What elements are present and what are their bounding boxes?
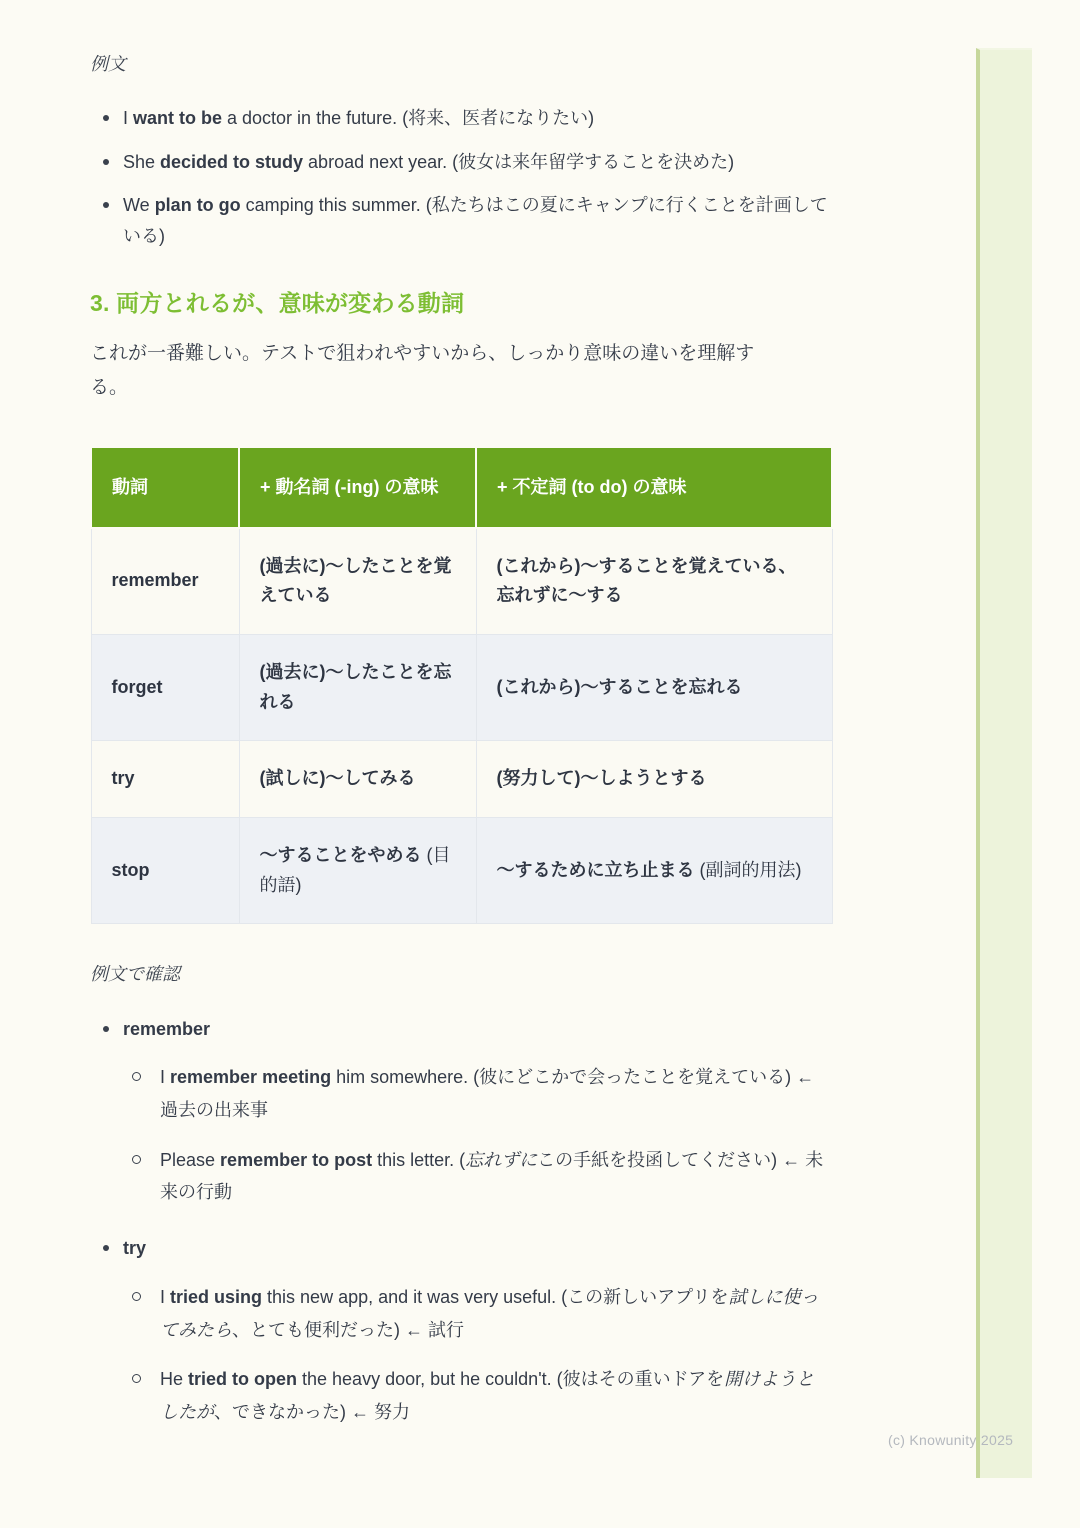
text: this letter. (: [372, 1149, 466, 1170]
column-header-verb: 動詞: [91, 447, 239, 528]
bold-text: (過去に)〜したことを忘れる: [259, 661, 452, 712]
verb-cell: stop: [91, 818, 239, 924]
text: I: [160, 1067, 171, 1088]
italic-text: 開けようとしたが: [160, 1369, 815, 1422]
examples-list: [90, 103, 832, 251]
check-example-item: [123, 1281, 832, 1347]
infinitive-meaning-cell: [476, 741, 832, 818]
table-row: [91, 741, 832, 818]
infinitive-meaning-cell: [476, 818, 832, 924]
table-row: [91, 818, 832, 924]
verb-cell: remember: [91, 528, 239, 635]
bold-text: remember meeting: [170, 1067, 332, 1088]
column-header-gerund: + 動名詞 (-ing) の意味: [239, 447, 476, 528]
text: (目的語): [259, 845, 451, 895]
page-edge-bar: [976, 48, 1032, 1478]
section-heading: 3. 両方とれるが、意味が変わる動詞: [90, 289, 465, 316]
infinitive-meaning-cell: [476, 634, 832, 740]
text: We: [123, 195, 155, 216]
italic-text: 試しに使ってみたら: [160, 1286, 819, 1340]
text: abroad next year. (彼女は来年留学することを決めた): [303, 151, 735, 172]
bold-text: 〜することをやめる: [259, 845, 427, 865]
copyright: (c) Knowunity 2025: [888, 1432, 1014, 1448]
verb-meaning-table: [90, 446, 833, 925]
example-item: [90, 190, 832, 251]
gerund-meaning-cell: [239, 741, 476, 818]
check-group-verb: remember: [123, 1018, 211, 1039]
check-heading: 例文で確認: [90, 964, 180, 985]
bold-text: (これから)〜することを覚えている、忘れずに〜する: [496, 555, 797, 606]
text: Please: [160, 1149, 221, 1170]
text: この手紙を投函してください) ← 未来の行動: [160, 1149, 824, 1203]
text: the heavy door, but he couldn't. (彼はその重いドアを: [297, 1369, 725, 1390]
check-example-item: [123, 1363, 832, 1429]
text: a doctor in the future. (将来、医者になりたい): [222, 108, 595, 129]
gerund-meaning-cell: [239, 818, 476, 924]
text: (副詞的用法): [699, 859, 802, 880]
table-row: [91, 634, 832, 740]
check-examples-list: [90, 1014, 832, 1429]
bold-text: tried to open: [188, 1369, 298, 1390]
verb-cell: forget: [91, 634, 239, 740]
example-item: [90, 103, 832, 134]
text: He: [160, 1369, 189, 1390]
check-group-verb: try: [123, 1238, 147, 1259]
bold-text: plan to go: [154, 195, 241, 216]
bold-text: (努力して)〜しようとする: [496, 768, 707, 789]
bold-text: (試しに)〜してみる: [259, 768, 416, 789]
gerund-meaning-cell: [239, 528, 476, 635]
column-header-infinitive: + 不定詞 (to do) の意味: [476, 447, 832, 528]
text: him somewhere. (彼にどこかで会ったことを覚えている) ← 過去の出来事: [160, 1067, 815, 1120]
text: camping this summer. (私たちはこの夏にキャンプに行くことを計画している): [123, 195, 828, 246]
text: this new app, and it was very useful. (この新しいアプリを: [262, 1286, 729, 1307]
bold-text: decided to study: [160, 151, 304, 172]
infinitive-meaning-cell: [476, 528, 832, 635]
bold-text: 〜するために立ち止まる: [496, 859, 700, 880]
examples-heading: 例文: [90, 54, 126, 74]
check-example-item: [123, 1061, 832, 1127]
check-group: [90, 1233, 832, 1429]
gerund-meaning-cell: [239, 634, 476, 740]
bold-text: tried using: [170, 1286, 263, 1307]
table-row: [91, 528, 832, 635]
bold-text: (過去に)〜したことを覚えている: [259, 555, 452, 606]
check-sub-list: [123, 1281, 832, 1429]
text: 、できなかった) ← 努力: [214, 1402, 410, 1422]
bold-text: remember to post: [220, 1149, 373, 1170]
text: 、とても便利だった) ← 試行: [232, 1319, 464, 1340]
example-item: [90, 147, 832, 178]
text: I: [123, 108, 134, 129]
note-content: [90, 52, 832, 1453]
check-example-item: [123, 1144, 832, 1210]
check-group: [90, 1014, 832, 1210]
table-header-row: [91, 447, 832, 528]
bold-text: (これから)〜することを忘れる: [496, 676, 743, 697]
bold-text: want to be: [133, 108, 223, 129]
verb-cell: try: [91, 741, 239, 818]
text: She: [123, 151, 161, 172]
check-sub-list: [123, 1061, 832, 1209]
text: I: [160, 1286, 171, 1307]
italic-text: 忘れずに: [465, 1149, 538, 1170]
section-intro: これが一番難しい。テストで狙われやすいから、しっかり意味の違いを理解する。: [90, 342, 755, 399]
